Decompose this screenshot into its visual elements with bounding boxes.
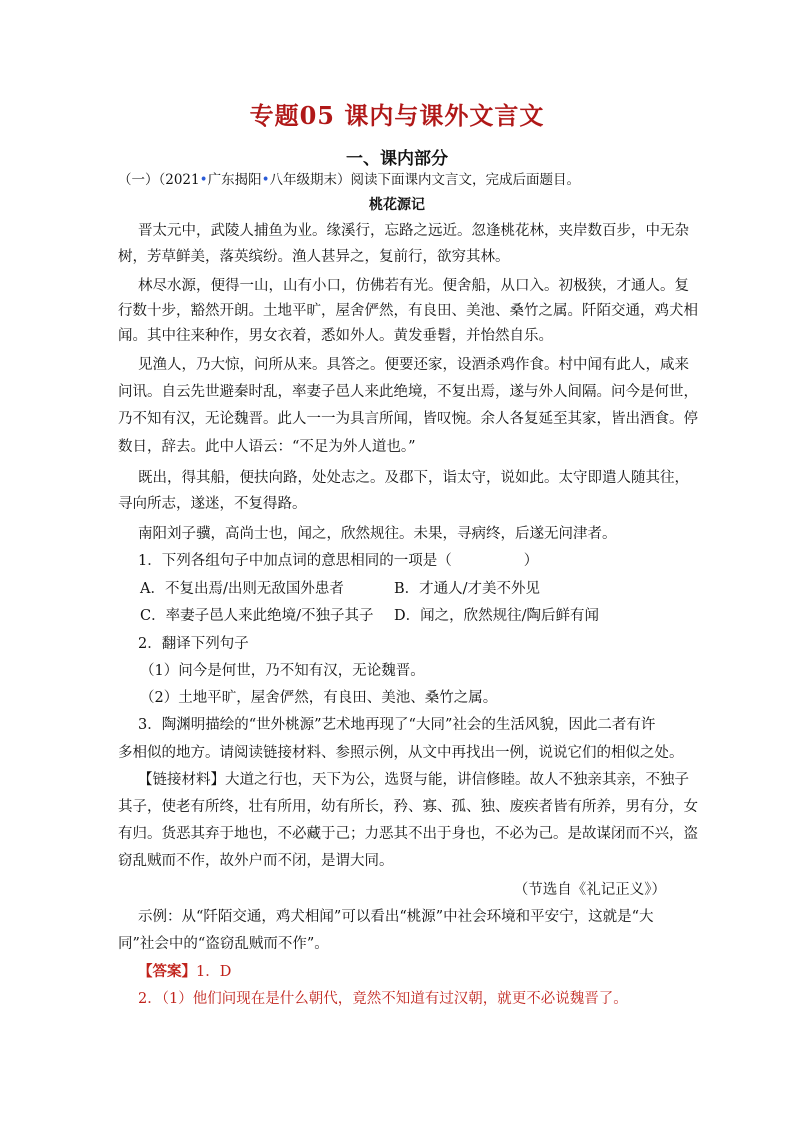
header-prefix: （一）（ bbox=[118, 172, 166, 188]
q1-stem-end: ） bbox=[523, 553, 539, 569]
example-line: 示例：从“阡陌交通，鸡犬相闻”可以看出“桃源”中社会环境和平安宁，这就是“大 bbox=[138, 909, 654, 925]
question-3-line: 3．陶渊明描绘的“世外桃源”艺术地再现了“大同”社会的生活风貌，因此二者有许 bbox=[138, 717, 656, 733]
header-term: 八年级期末 bbox=[269, 172, 338, 188]
passage-line: 南阳刘子骥，高尚士也，闻之，欣然规往。未果，寻病终，后遂无问津者。 bbox=[138, 526, 617, 542]
page-title: 专题05 课内与课外文言文 bbox=[249, 101, 545, 130]
example-line: 同”社会中的“盗窃乱贼而不作”。 bbox=[118, 936, 329, 952]
passage-line: 树，芳草鲜美，落英缤纷。渔人甚异之，复前行，欲穷其林。 bbox=[118, 249, 510, 265]
passage-line: 见渔人，乃大惊，问所从来。具答之。便要还家，设酒杀鸡作食。村中闻有此人，咸来 bbox=[138, 357, 689, 373]
question-header bbox=[118, 168, 580, 188]
header-dot-2: • bbox=[261, 172, 270, 188]
q1-stem-text: 1．下列各组句子中加点词的意思相同的一项是（ bbox=[138, 553, 452, 569]
header-year: 2021 bbox=[165, 172, 200, 188]
passage-title: 桃花源记 bbox=[369, 197, 425, 213]
header-suffix: ）阅读下面课内文言文，完成后面题目。 bbox=[337, 172, 581, 188]
header-place: 广东揭阳 bbox=[207, 172, 262, 188]
passage-line: 闻。其中往来种作，男女衣着，悉如外人。黄发垂髫，并怡然自乐。 bbox=[118, 328, 553, 344]
passage-line: 乃不知有汉，无论魏晋。此人一一为具言所闻，皆叹惋。余人各复延至其家，皆出酒食。停 bbox=[118, 411, 698, 427]
material-line: 其子，使老有所终，壮有所用，幼有所长，矜、寡、孤、独、废疾者皆有所养，男有分，女 bbox=[118, 799, 698, 815]
passage-line: 数日，辞去。此中人语云：“不足为外人道也。” bbox=[118, 439, 416, 455]
passage-line: 既出，得其船，便扶向路，处处志之。及郡下，诣太守，说如此。太守即遣人随其往， bbox=[138, 470, 689, 486]
option-b: B．才通人/才美不外见 bbox=[394, 581, 541, 597]
passage-line: 寻向所志，遂迷，不复得路。 bbox=[118, 496, 307, 512]
question-1-stem bbox=[138, 549, 538, 570]
passage-line: 林尽水源，便得一山，山有小口，仿佛若有光。便舍船，从口入。初极狭，才通人。复 bbox=[138, 278, 689, 294]
header-dot-1: • bbox=[199, 172, 208, 188]
answer-1: 1．D bbox=[196, 964, 232, 980]
answer-line-1 bbox=[138, 960, 231, 981]
material-line: 有归。货恶其弃于地也，不必藏于己；力恶其不出于身也，不必为己。是故谋闭而不兴，盗 bbox=[118, 826, 698, 842]
option-c: C．率妻子邑人来此绝境/不独子其子 bbox=[140, 608, 374, 624]
section-heading: 一、课内部分 bbox=[346, 149, 448, 169]
passage-line: 行数十步，豁然开朗。土地平旷，屋舍俨然，有良田、美池、桑竹之属。阡陌交通，鸡犬相 bbox=[118, 303, 698, 319]
option-a: A．不复出焉/出则无敌国外患者 bbox=[140, 581, 344, 597]
question-2-sub-1: （1）问今是何世，乃不知有汉，无论魏晋。 bbox=[140, 663, 425, 679]
option-d: D．闻之，欣然规往/陶后鲜有闻 bbox=[394, 608, 600, 624]
material-line: 【链接材料】大道之行也，天下为公，选贤与能，讲信修睦。故人不独亲其亲，不独子 bbox=[138, 772, 689, 788]
answer-label: 【答案】 bbox=[138, 963, 196, 980]
material-source: （节选自《礼记正义》） bbox=[513, 882, 666, 898]
question-2-sub-2: （2）土地平旷，屋舍俨然，有良田、美池、桑竹之属。 bbox=[140, 690, 498, 706]
material-line: 窃乱贼而不作，故外户而不闭，是谓大同。 bbox=[118, 853, 394, 869]
passage-line: 问讯。自云先世避秦时乱，率妻子邑人来此绝境，不复出焉，遂与外人间隔。问今是何世， bbox=[118, 384, 698, 400]
answer-2: 2．（1）他们问现在是什么朝代，竟然不知道有过汉朝，就更不必说魏晋了。 bbox=[138, 991, 628, 1007]
question-2-stem: 2．翻译下列句子 bbox=[138, 636, 249, 652]
passage-line: 晋太元中，武陵人捕鱼为业。缘溪行，忘路之远近。忽逢桃花林，夹岸数百步，中无杂 bbox=[138, 223, 689, 239]
question-3-line: 多相似的地方。请阅读链接材料、参照示例，从文中再找出一例，说说它们的相似之处。 bbox=[118, 745, 684, 761]
